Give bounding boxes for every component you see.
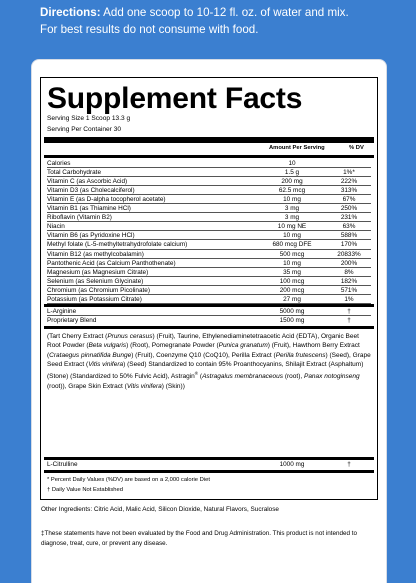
divider-thick bbox=[44, 137, 374, 143]
nutrient-name: Vitamin B6 (as Pyridoxine HCl) bbox=[47, 232, 135, 240]
divider-medium bbox=[44, 155, 374, 158]
nutrient-name: Chromium (as Chromium Picolinate) bbox=[47, 286, 150, 294]
nutrient-amount: 35 mg bbox=[283, 268, 301, 276]
nutrient-amount: 100 mcg bbox=[279, 277, 305, 285]
botanical-name: Beta vulgaris bbox=[88, 342, 127, 350]
nutrient-row bbox=[47, 259, 371, 268]
nutrient-row bbox=[47, 286, 371, 295]
nutrient-amount: 200 mcg bbox=[279, 286, 305, 294]
nutrient-name: Methyl folate (L-5-methyltetrahydrofolate calcium) bbox=[47, 241, 188, 249]
citrulline-name: L-Citrulline bbox=[47, 461, 78, 468]
other-ingredients: Other Ingredients: Citric Acid, Malic Acid, Silicon Dioxide, Natural Flavors, Sucralose bbox=[41, 506, 279, 513]
citrulline-row bbox=[47, 460, 371, 469]
footnote-percent-dv: * Percent Daily Values (%DV) are based on a 2,000 calorie Diet bbox=[47, 477, 210, 483]
servings-per-container: Serving Per Container 30 bbox=[47, 126, 122, 133]
nutrient-dv: 67% bbox=[342, 196, 356, 204]
nutrient-dv: 63% bbox=[342, 223, 356, 231]
nutrient-amount: 3 mg bbox=[284, 205, 300, 213]
nutrient-amount: 3 mg bbox=[284, 214, 300, 222]
nutrient-row bbox=[47, 195, 371, 204]
nutrient-row bbox=[47, 204, 371, 213]
ingredient-text: ) (Seed) Standardized to contain 95% Proanthocyanins, Shilajit Extract (Asphaltum) (Stone) (Standardized to 50% Fulvic Acid), Astragin bbox=[47, 360, 364, 381]
nutrient-amount: 10 mg bbox=[283, 196, 301, 204]
nutrient-name: Pantothenic Acid (as Calcium Panthothenate) bbox=[47, 259, 176, 267]
ingredient-text: ( bbox=[198, 373, 203, 381]
botanical-name: Punica granatum bbox=[218, 342, 268, 350]
nutrient-row bbox=[47, 231, 371, 240]
blend-amount: 1500 mg bbox=[279, 317, 305, 324]
nutrient-amount: 200 mg bbox=[281, 178, 303, 186]
ingredient-text: ) (Fruit), Hawthorn Berry Extract ( bbox=[47, 342, 360, 359]
nutrient-name: Total Carbohydrate bbox=[47, 169, 101, 177]
nutrient-dv: 250% bbox=[340, 205, 358, 213]
arginine-dv: † bbox=[347, 308, 351, 315]
ingredient-text: (root)), Grape Skin Extract ( bbox=[47, 382, 127, 390]
nutrient-amount: 10 bbox=[288, 160, 296, 167]
nutrient-amount: 1.5 g bbox=[284, 169, 300, 177]
citrulline-dv: † bbox=[347, 461, 351, 468]
nutrient-name: Selenium (as Selenium Glycinate) bbox=[47, 277, 144, 285]
nutrient-amount: 10 mg bbox=[283, 259, 301, 267]
nutrient-row bbox=[47, 186, 371, 195]
nutrient-dv: 8% bbox=[344, 268, 354, 276]
ingredient-text: (Tart Cherry Extract ( bbox=[47, 333, 108, 340]
nutrient-row bbox=[47, 295, 371, 304]
nutrient-row bbox=[47, 159, 371, 168]
ingredient-text: ) (Skin)) bbox=[161, 382, 185, 390]
nutrient-amount: 10 mg NE bbox=[277, 223, 307, 231]
botanical-name: Perilla frutescens bbox=[275, 351, 326, 359]
nutrient-row bbox=[47, 268, 371, 277]
nutrient-dv: 182% bbox=[340, 277, 358, 285]
arginine-amount: 5000 mg bbox=[279, 308, 305, 315]
nutrient-name: Vitamin C (as Ascorbic Acid) bbox=[47, 178, 128, 186]
nutrient-dv: 170% bbox=[340, 241, 358, 249]
ingredient-text: ) (Root), Pomegranate Powder ( bbox=[126, 342, 219, 350]
nutrient-dv: 1%* bbox=[343, 169, 355, 177]
botanical-name: Panax notoginseng bbox=[303, 373, 360, 381]
directions-line-2: For best results do not consume with food. bbox=[40, 23, 259, 36]
citrulline-amount: 1000 mg bbox=[279, 461, 305, 468]
nutrient-dv: 588% bbox=[340, 232, 358, 240]
nutrient-amount: 62.5 mcg bbox=[278, 187, 306, 195]
footnote-dagger: † Daily Value Not Established bbox=[47, 487, 123, 493]
nutrient-row bbox=[47, 277, 371, 286]
nutrient-amount: 680 mcg DFE bbox=[272, 241, 312, 249]
ingredient-text: ® bbox=[194, 371, 199, 377]
nutrient-name: Riboflavin (Vitamin B2) bbox=[47, 214, 112, 222]
nutrient-amount: 27 mg bbox=[283, 295, 301, 303]
nutrient-row bbox=[47, 222, 371, 231]
nutrient-name: Vitamin B1 (as Thiamine HCl) bbox=[47, 205, 131, 213]
nutrient-row bbox=[47, 240, 371, 249]
nutrient-dv: 20833% bbox=[337, 250, 361, 258]
nutrient-dv: 1% bbox=[344, 295, 354, 303]
nutrient-name: Vitamin D3 (as Cholecalciferol) bbox=[47, 187, 135, 195]
nutrient-name: Calories bbox=[47, 160, 71, 167]
ingredient-text: ) (Fruit), Coenzyme Q10 (CoQ10), Perilla Extract ( bbox=[131, 351, 276, 359]
nutrient-name: Vitamin B12 (as methylcobalamin) bbox=[47, 250, 144, 258]
nutrient-dv: 313% bbox=[340, 187, 358, 195]
blend-ingredients bbox=[47, 332, 372, 391]
botanical-name: Crataegus pinnatifida Bunge bbox=[49, 351, 132, 359]
blend-dv: † bbox=[347, 317, 351, 324]
facts-title: Supplement Facts bbox=[47, 82, 303, 115]
nutrient-amount: 500 mcg bbox=[279, 250, 305, 258]
nutrient-name: Niacin bbox=[47, 223, 65, 231]
nutrient-row bbox=[47, 177, 371, 186]
arginine-name: L-Arginine bbox=[47, 308, 77, 315]
nutrient-name: Potassium (as Potassium Citrate) bbox=[47, 295, 142, 303]
blend-name: Proprietary Blend bbox=[47, 317, 97, 324]
nutrient-name: Magnesium (as Magnesium Citrate) bbox=[47, 268, 149, 276]
nutrient-row bbox=[47, 168, 371, 177]
nutrient-dv: 571% bbox=[340, 286, 358, 294]
ingredient-text: ) (Seed), Grape Seed Extract ( bbox=[47, 351, 371, 368]
directions-text: Add one scoop to 10-12 fl. oz. of water and mix. bbox=[103, 6, 349, 19]
botanical-name: Prunus cerasus bbox=[107, 333, 153, 340]
nutrient-amount: 10 mg bbox=[283, 232, 301, 240]
directions bbox=[40, 4, 410, 38]
supplement-facts-panel bbox=[40, 77, 378, 500]
nutrient-dv: 231% bbox=[340, 214, 358, 222]
ingredient-text: (root), bbox=[283, 373, 304, 381]
fda-disclaimer: ‡These statements have not been evaluated by the Food and Drug Administration. This product is not intended to diagnose, treat, cure, or prevent any disease. bbox=[41, 530, 357, 547]
botanical-name: Vitis vinifera bbox=[126, 382, 162, 390]
nutrient-row bbox=[47, 250, 371, 259]
botanical-name: Astragalus membranaceous bbox=[202, 373, 284, 381]
directions-line-1 bbox=[40, 4, 410, 21]
blend-row bbox=[47, 316, 371, 325]
amount-header: Amount Per Serving bbox=[269, 145, 325, 151]
divider-medium-3 bbox=[44, 326, 374, 329]
serving-size: Serving Size 1 Scoop 13.3 g bbox=[47, 115, 131, 122]
nutrient-name: Vitamin E (as D-alpha tocopherol acetate) bbox=[47, 196, 166, 204]
nutrient-dv: 222% bbox=[340, 178, 358, 186]
dv-header: % DV bbox=[349, 145, 364, 151]
divider-medium-5 bbox=[44, 470, 374, 473]
nutrient-dv: 200% bbox=[340, 259, 358, 267]
arginine-row bbox=[47, 307, 371, 316]
ingredient-text: ) (Fruit), Taurine, Ethylenediaminetetraacetic Acid (EDTA), Organic Beet Root Powder ( bbox=[47, 333, 359, 350]
directions-label: Directions: bbox=[40, 6, 101, 19]
nutrient-row bbox=[47, 213, 371, 222]
botanical-name: Vitis vinifera bbox=[88, 360, 124, 368]
